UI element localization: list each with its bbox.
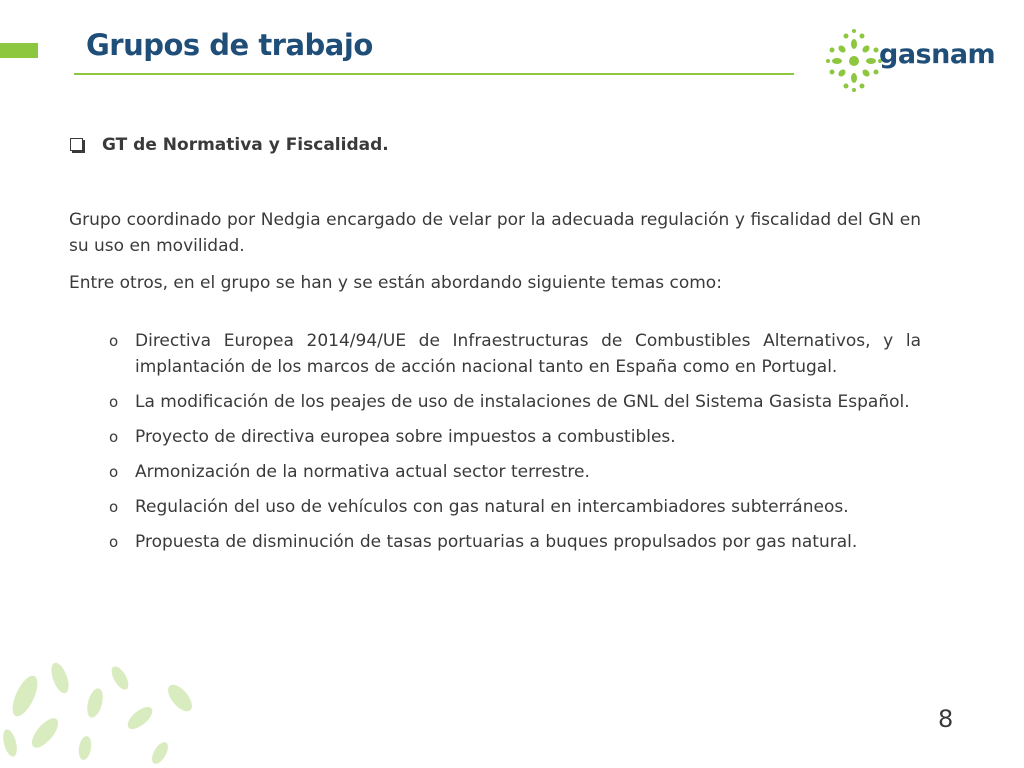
list-item (69, 328, 921, 380)
list-item-text: Directiva Europea 2014/94/UE de Infraestructuras de Combustibles Alternativos, y la implantación de los marcos de acción nacional tanto en España como en Portugal. (135, 331, 921, 377)
circle-bullet-icon: o (109, 332, 119, 350)
list-item (69, 494, 921, 520)
title-accent-bar (0, 43, 38, 58)
list-item (69, 529, 921, 555)
gasnam-logo (824, 28, 994, 92)
checkbox-bullet-icon (70, 138, 83, 151)
list-item-text: Armonización de la normativa actual sector terrestre. (135, 462, 590, 482)
list-item (69, 424, 921, 450)
topics-list (69, 328, 921, 564)
logo-leaf-icon (824, 28, 884, 92)
list-item-text: La modificación de los peajes de uso de instalaciones de GNL del Sistema Gasista Español. (135, 392, 910, 412)
decorative-leaves-icon (0, 648, 220, 768)
list-item-text: Regulación del uso de vehículos con gas natural en intercambiadores subterráneos. (135, 497, 849, 517)
circle-bullet-icon: o (109, 533, 119, 551)
list-item (69, 459, 921, 485)
list-item-text: Proyecto de directiva europea sobre impuestos a combustibles. (135, 427, 676, 447)
circle-bullet-icon: o (109, 428, 119, 446)
description-paragraph: Grupo coordinado por Nedgia encargado de velar por la adecuada regulación y fiscalidad del GN en su uso en movilidad. (69, 210, 921, 256)
section-heading (70, 135, 389, 155)
circle-bullet-icon: o (109, 498, 119, 516)
list-item-text: Propuesta de disminución de tasas portuarias a buques propulsados por gas natural. (135, 532, 858, 552)
list-item (69, 389, 921, 415)
section-heading-text: GT de Normativa y Fiscalidad. (102, 135, 389, 155)
topics-intro-paragraph: Entre otros, en el grupo se han y se están abordando siguiente temas como: (69, 273, 722, 293)
title-underline (74, 73, 794, 75)
slide-title: Grupos de trabajo (86, 28, 373, 62)
circle-bullet-icon: o (109, 463, 119, 481)
page-number: 8 (938, 705, 954, 733)
logo-text: gasnam (879, 39, 996, 70)
circle-bullet-icon: o (109, 393, 119, 411)
